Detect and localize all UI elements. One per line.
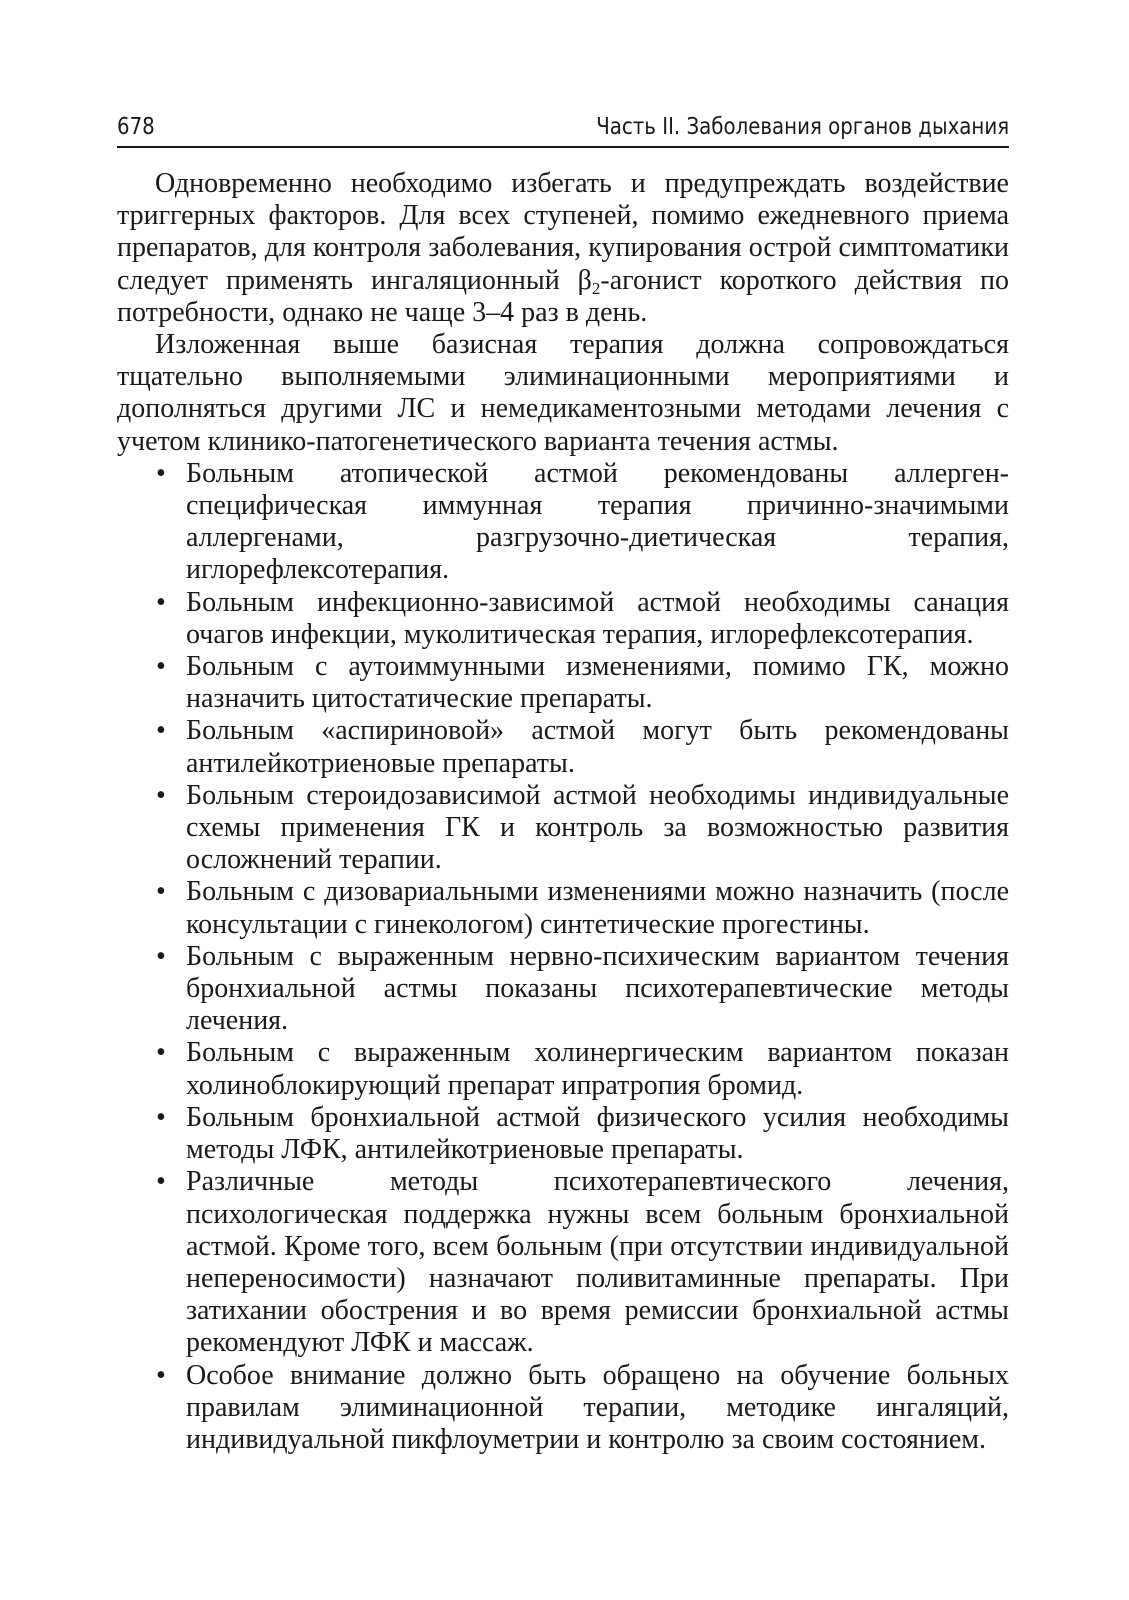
bullet-icon: •	[156, 457, 166, 489]
bullet-icon: •	[156, 940, 166, 972]
bullet-text: Больным «аспириновой» астмой могут быть рекомендованы антилейкотриеновые препараты.	[186, 715, 1009, 779]
bullet-text: Особое внимание должно быть обращено на обучение больных правилам элиминационной терапии, методике ингаляций, индивидуальной пикфлоуметрии и контролю за своим состоянием.	[186, 1359, 1009, 1455]
body-text	[117, 168, 1009, 1456]
bullet-text: Больным стероидозависимой астмой необходимы индивидуальные схемы применения ГК и контроль за возможностью развития осложнений терапии.	[186, 779, 1009, 876]
bullet-icon: •	[156, 1359, 166, 1391]
bullet-text: Больным с аутоиммунными изменениями, помимо ГК, можно назначить цитостатические препараты.	[186, 651, 1009, 715]
paragraph-trigger-factors	[117, 168, 1009, 329]
bullet-item-atopic	[117, 458, 1009, 587]
bullet-text: Больным атопической астмой рекомендованы аллерген-специфическая иммунная терапия причинно-значимыми аллергенами, разгрузочно-диетическая терапия, иглорефлексотерапия.	[186, 457, 1009, 586]
bullet-icon: •	[156, 1166, 166, 1198]
bullet-item-infectious	[117, 587, 1009, 651]
bullet-item-psychotherapy	[117, 1166, 1009, 1359]
bullet-item-cholinergic	[117, 1037, 1009, 1101]
paragraph-text-part: Одновременно необходимо избегать и предупреждать воздействие триггерных факторов. Для всех ступеней, помимо ежедневного приема препаратов, для контроля заболевания, купирования острой симптоматики следует применять ингаляционный β	[117, 168, 1009, 296]
bullet-item-autoimmune	[117, 651, 1009, 715]
bullet-icon: •	[156, 715, 166, 747]
bullet-text: Больным инфекционно-зависимой астмой необходимы санация очагов инфекции, муколитическая терапия, иглорефлексотерапия.	[186, 586, 1009, 650]
treatment-bullet-list	[117, 458, 1009, 1456]
bullet-text: Больным с дизовариальными изменениями можно назначить (после консультации с гинекологом) синтетические прогестины.	[186, 876, 1009, 940]
bullet-item-dysovarian	[117, 876, 1009, 940]
page-number: 678	[117, 114, 155, 140]
bullet-icon: •	[156, 651, 166, 683]
bullet-icon: •	[156, 1037, 166, 1069]
bullet-item-education	[117, 1360, 1009, 1457]
bullet-text: Различные методы психотерапевтического лечения, психологическая поддержка нужны всем больным бронхиальной астмой. Кроме того, всем больным (при отсутствии индивидуальной непереносимости) назначают поливитаминные препараты. При затихании обострения и во время ремиссии бронхиальной астмы рекомендуют ЛФК и массаж.	[186, 1166, 1009, 1359]
bullet-icon: •	[156, 779, 166, 811]
bullet-item-steroid-dependent	[117, 780, 1009, 877]
bullet-item-exercise	[117, 1102, 1009, 1166]
bullet-text: Больным с выраженным холинергическим вариантом показан холиноблокирующий препарат ипратропия бромид.	[186, 1037, 1009, 1101]
bullet-text: Больным бронхиальной астмой физического усилия необходимы методы ЛФК, антилейкотриеновые препараты.	[186, 1101, 1009, 1166]
running-header	[117, 110, 1009, 148]
bullet-icon: •	[156, 876, 166, 908]
paragraph-basic-therapy: Изложенная выше базисная терапия должна сопровождаться тщательно выполняемыми элиминационными мероприятиями и дополняться другими ЛС и немедикаментозными методами лечения с учетом клинико-патогенетического варианта течения астмы.	[117, 329, 1009, 457]
section-title: Часть II. Заболевания органов дыхания	[596, 114, 1009, 140]
bullet-text: Больным с выраженным нервно-психическим вариантом течения бронхиальной астмы показаны психотерапевтические методы лечения.	[186, 940, 1009, 1037]
beta-subscript: 2	[591, 278, 601, 298]
bullet-icon: •	[156, 1101, 166, 1133]
bullet-item-neuropsychic	[117, 941, 1009, 1038]
bullet-icon: •	[156, 586, 166, 618]
bullet-item-aspirin	[117, 715, 1009, 779]
paragraph-text-part: -агонист короткого действия по потребности, однако не чаще 3–4 раз в день.	[117, 264, 1009, 328]
